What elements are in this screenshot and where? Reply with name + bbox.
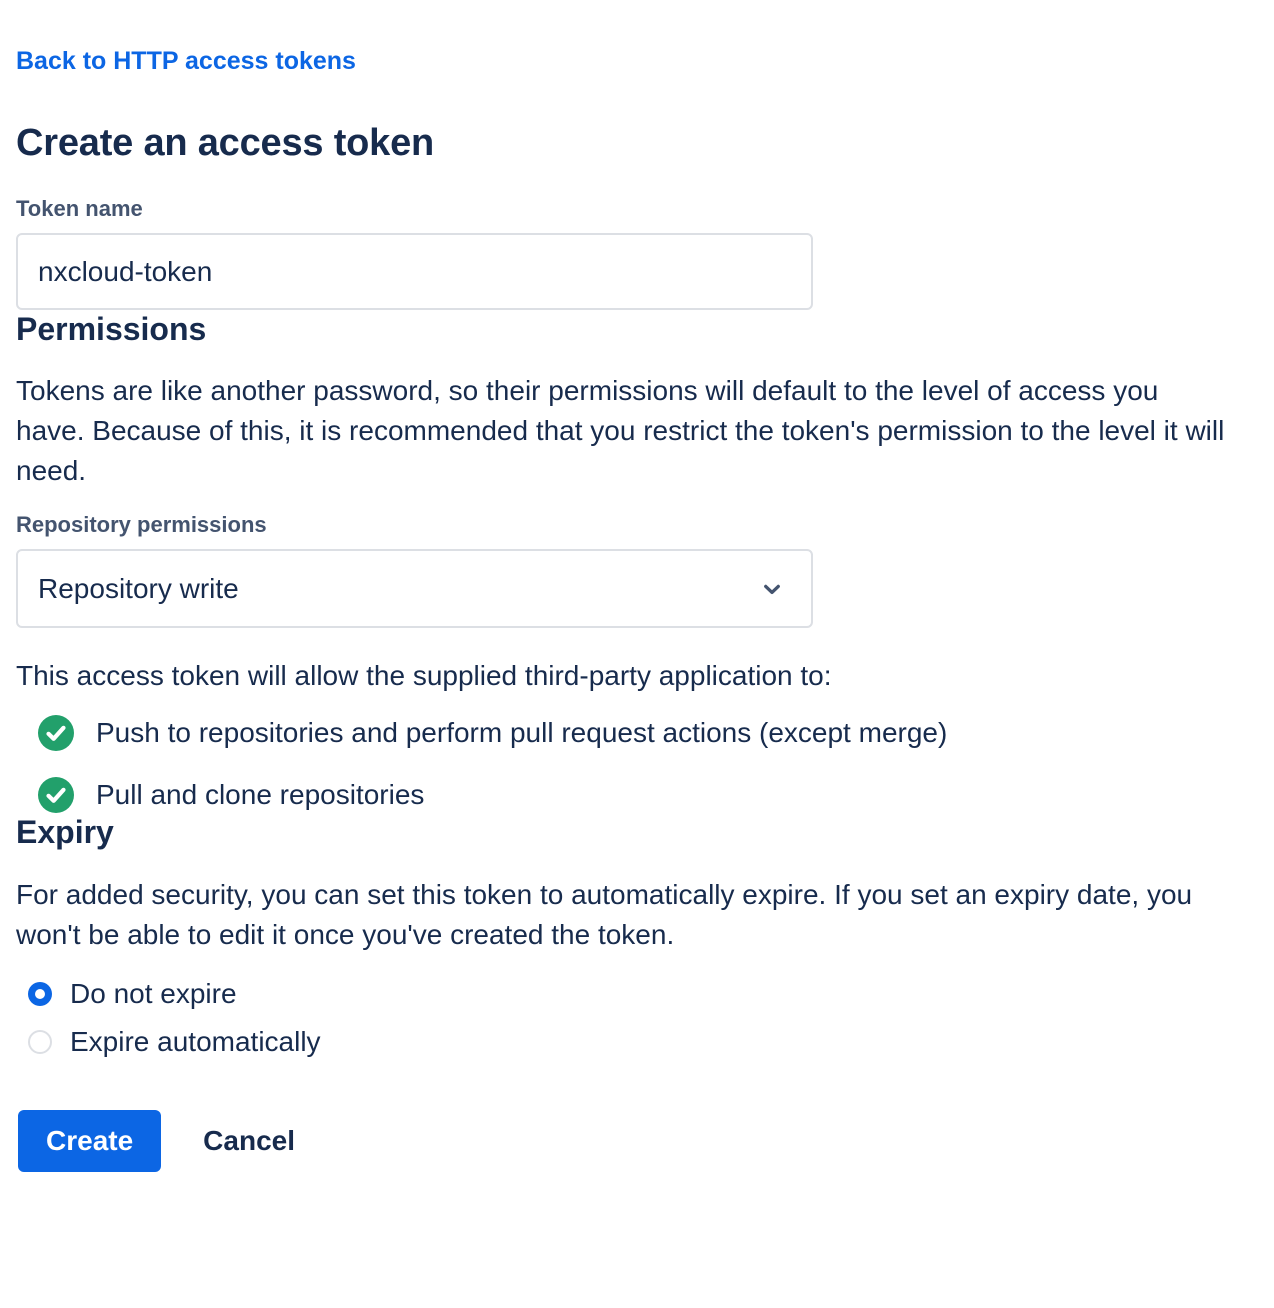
chevron-down-icon — [759, 576, 785, 602]
radio-unselected-icon[interactable] — [28, 1030, 52, 1054]
capability-label: Push to repositories and perform pull request actions (except merge) — [96, 717, 948, 748]
back-link[interactable]: Back to HTTP access tokens — [16, 47, 356, 75]
capability-item-pull — [38, 777, 1228, 813]
radio-option-label: Do not expire — [70, 978, 237, 1009]
expiry-description: For added security, you can set this token to automatically expire. If you set an expiry date, you won't be able to edit it once you've created the token. — [16, 879, 1193, 950]
permissions-description: Tokens are like another password, so their permissions will default to the level of access you have. Because of this, it is recommended that you restrict the token's permission to the level it will need. — [16, 375, 1225, 486]
repository-permissions-selected-value: Repository write — [38, 572, 239, 604]
radio-option-label: Expire automatically — [70, 1026, 321, 1057]
radio-option-do-not-expire[interactable] — [28, 978, 237, 1010]
check-circle-icon — [38, 715, 74, 751]
capability-label: Pull and clone repositories — [96, 779, 425, 810]
allow-intro-text: This access token will allow the supplied third-party application to: — [16, 660, 832, 691]
repository-permissions-label: Repository permissions — [16, 512, 267, 537]
capability-item-push — [38, 715, 1228, 751]
form-actions — [16, 1110, 1228, 1172]
permissions-heading: Permissions — [16, 311, 207, 347]
token-name-label: Token name — [16, 196, 143, 221]
radio-selected-icon[interactable] — [28, 982, 52, 1006]
expiry-options — [16, 978, 1228, 1058]
repository-permissions-select[interactable] — [16, 549, 813, 628]
check-circle-icon — [38, 777, 74, 813]
radio-option-expire-automatically[interactable] — [28, 1026, 321, 1058]
capability-list — [16, 715, 1228, 813]
page-title: Create an access token — [16, 122, 435, 164]
cancel-button[interactable]: Cancel — [203, 1125, 295, 1156]
create-button[interactable]: Create — [18, 1110, 161, 1172]
expiry-heading: Expiry — [16, 814, 114, 850]
token-name-input[interactable] — [16, 233, 813, 310]
